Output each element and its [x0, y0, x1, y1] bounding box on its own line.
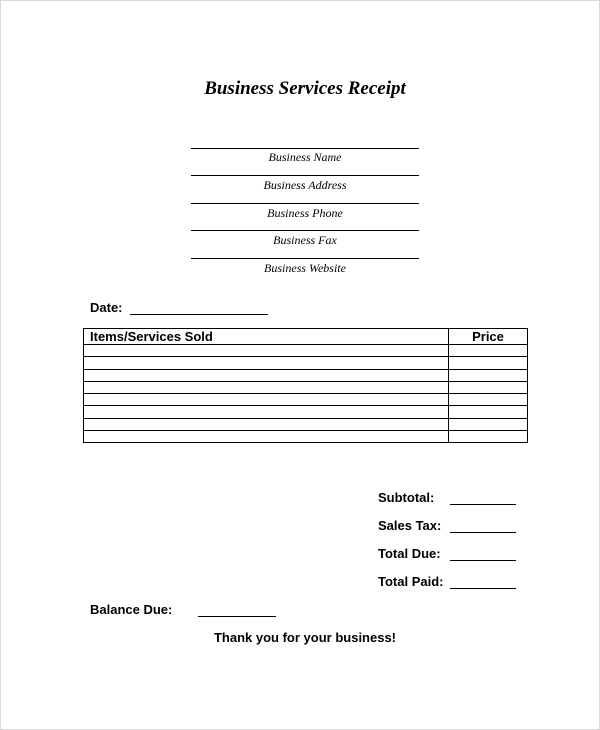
price-header: Price [449, 329, 528, 345]
item-cell [84, 431, 449, 443]
business-phone-label: Business Phone [267, 206, 343, 220]
total-due-label: Total Due: [378, 546, 441, 561]
price-cell [449, 369, 528, 381]
total-due-blank [450, 560, 516, 561]
subtotal-label: Subtotal: [378, 490, 435, 505]
business-website-label: Business Website [264, 261, 346, 275]
item-cell [84, 394, 449, 406]
items-services-header: Items/Services Sold [84, 329, 449, 345]
item-cell [84, 381, 449, 393]
table-row [84, 431, 528, 443]
items-table [83, 328, 528, 443]
thank-you-message: Thank you for your business! [213, 630, 397, 645]
table-row [84, 406, 528, 418]
business-address-line [191, 175, 419, 176]
business-fax-line [191, 230, 419, 231]
item-cell [84, 369, 449, 381]
receipt-title: Business Services Receipt [204, 78, 406, 99]
date-label: Date: [90, 300, 123, 315]
price-cell [449, 345, 528, 357]
item-cell [84, 357, 449, 369]
table-row [84, 345, 528, 357]
business-fax-label: Business Fax [273, 233, 337, 247]
price-cell [449, 406, 528, 418]
total-paid-label: Total Paid: [378, 574, 444, 589]
price-cell [449, 418, 528, 430]
business-website-line [191, 258, 419, 259]
price-cell [449, 431, 528, 443]
total-paid-blank [450, 588, 516, 589]
table-row [84, 394, 528, 406]
subtotal-blank [450, 504, 516, 505]
business-name-line [191, 148, 419, 149]
business-address-label: Business Address [263, 178, 347, 192]
balance-due-blank [198, 616, 276, 617]
item-cell [84, 345, 449, 357]
item-cell [84, 406, 449, 418]
balance-due-label: Balance Due: [90, 602, 173, 617]
table-header-row [84, 329, 528, 345]
price-cell [449, 357, 528, 369]
price-cell [449, 381, 528, 393]
table-row [84, 369, 528, 381]
business-phone-line [191, 203, 419, 204]
table-row [84, 381, 528, 393]
table-row [84, 357, 528, 369]
sales-tax-blank [450, 532, 516, 533]
table-row [84, 418, 528, 430]
item-cell [84, 418, 449, 430]
sales-tax-label: Sales Tax: [378, 518, 442, 533]
business-name-label: Business Name [268, 150, 342, 164]
price-cell [449, 394, 528, 406]
date-blank [130, 314, 268, 315]
